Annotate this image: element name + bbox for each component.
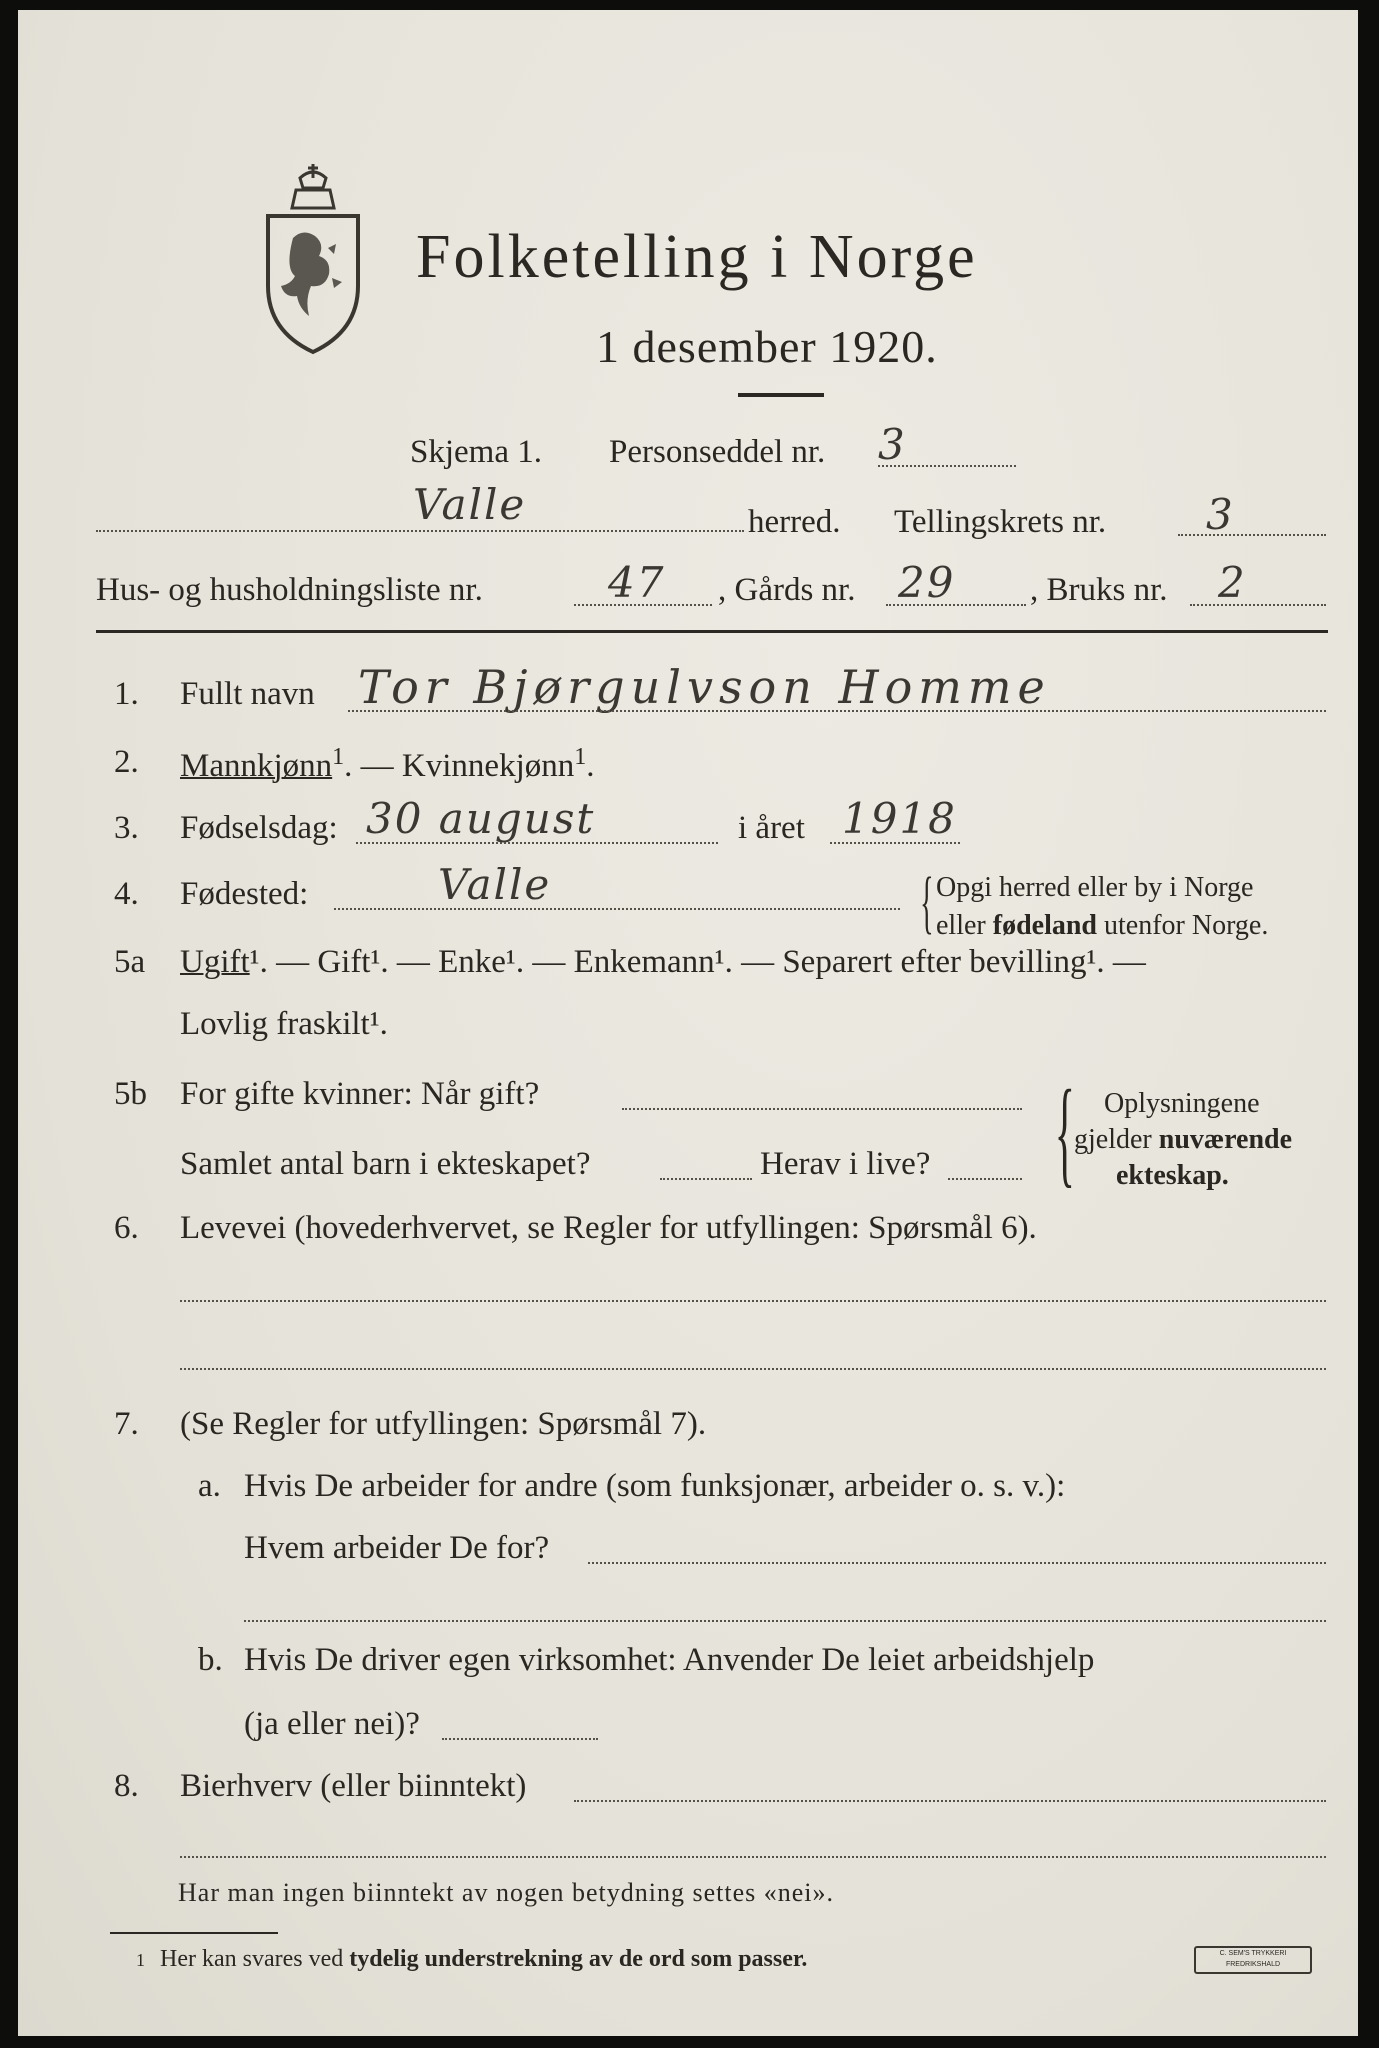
coat-of-arms-icon: [258, 158, 368, 358]
q4-label: Fødested:: [180, 876, 309, 912]
q5b-note-2: gjelder nuværende: [1074, 1124, 1293, 1155]
q7b-answer-line[interactable]: [442, 1738, 598, 1740]
biinntekt-note: Har man ingen biinntekt av nogen betydning settes «nei».: [178, 1878, 835, 1907]
q5b-children-label: Samlet antal barn i ekteskapet?: [180, 1146, 591, 1182]
q7a-text: Hvis De arbeider for andre (som funksjonær, arbeider o. s. v.):: [244, 1468, 1066, 1504]
q6-answer-line-1[interactable]: [180, 1300, 1326, 1302]
option-ugift[interactable]: Ugift: [180, 944, 250, 980]
q5b-line1: For gifte kvinner: Når gift?: [180, 1076, 540, 1112]
form-title: Folketelling i Norge: [416, 223, 978, 291]
q5b-note-3: ekteskap.: [1116, 1160, 1229, 1191]
q7a-answer-line-1[interactable]: [588, 1562, 1326, 1564]
bruks-label: , Bruks nr.: [1030, 572, 1168, 608]
form-date: 1 desember 1920.: [596, 321, 938, 372]
q1-label: Fullt navn: [180, 676, 315, 712]
title-divider: [738, 393, 824, 397]
q5b-number: 5b: [114, 1076, 147, 1112]
skjema-label: Skjema 1.: [410, 434, 542, 470]
q1-number: 1.: [114, 676, 139, 712]
q5b-alive-label: Herav i live?: [760, 1146, 931, 1182]
q5a-options: Ugift¹. — Gift¹. — Enke¹. — Enkemann¹. — Separert efter bevilling¹. —: [180, 944, 1146, 980]
footnote-divider: [110, 1932, 278, 1934]
q7b-text: Hvis De driver egen virksomhet: Anvender De leiet arbeidshjelp: [244, 1642, 1095, 1678]
hus-value[interactable]: 47: [608, 558, 666, 607]
q6-number: 6.: [114, 1210, 139, 1246]
birthday-value[interactable]: 30 august: [366, 794, 596, 843]
q7b-label: b.: [198, 1642, 223, 1678]
birth-year-value[interactable]: 1918: [842, 794, 957, 843]
bruks-value[interactable]: 2: [1218, 558, 1247, 607]
q2-number: 2.: [114, 744, 139, 780]
q8-answer-line-1[interactable]: [574, 1800, 1326, 1802]
herred-label: herred.: [748, 504, 841, 540]
q8-number: 8.: [114, 1768, 139, 1804]
q2-options: Mannkjønn$^1$. — Kvinnekjønn$^1$.: [180, 744, 595, 784]
option-mannkjonn[interactable]: Mannkjønn: [180, 748, 333, 784]
personseddel-value[interactable]: 3: [878, 420, 907, 469]
tellingskrets-label: Tellingskrets nr.: [894, 504, 1107, 540]
q7a-question: Hvem arbeider De for?: [244, 1530, 550, 1566]
full-name-value[interactable]: Tor Bjørgulvson Homme: [358, 660, 1051, 714]
q6-text: Levevei (hovederhvervet, se Regler for utfyllingen: Spørsmål 6).: [180, 1210, 1037, 1246]
q5a-line2: Lovlig fraskilt¹.: [180, 1006, 388, 1042]
hus-label: Hus- og husholdningsliste nr.: [96, 572, 483, 608]
personseddel-label: Personseddel nr.: [609, 434, 826, 470]
q7a-label: a.: [198, 1468, 221, 1504]
q7-text: (Se Regler for utfyllingen: Spørsmål 7).: [180, 1406, 707, 1442]
q5a-number: 5a: [114, 944, 146, 980]
q7-number: 7.: [114, 1406, 139, 1442]
herred-value[interactable]: Valle: [413, 480, 527, 529]
q6-answer-line-2[interactable]: [180, 1368, 1326, 1370]
q4-note-1: Opgi herred eller by i Norge: [936, 872, 1254, 903]
printer-stamp: C. SEM'S TRYKKERI FREDRIKSHALD: [1194, 1946, 1312, 1974]
q4-note-2: eller fødeland utenfor Norge.: [936, 910, 1269, 941]
q8-text: Bierhverv (eller biinntekt): [180, 1768, 527, 1804]
year-label: i året: [738, 810, 805, 846]
gards-value[interactable]: 29: [898, 558, 956, 607]
birthplace-value[interactable]: Valle: [438, 860, 552, 909]
q8-answer-line-2[interactable]: [180, 1856, 1326, 1858]
footnote-text: Her kan svares ved tydelig understrekning av de ord som passer.: [160, 1946, 808, 1972]
q3-number: 3.: [114, 810, 139, 846]
footnote-number: 1: [136, 1950, 145, 1970]
gards-label: , Gårds nr.: [718, 572, 856, 608]
header-divider: [96, 630, 1328, 633]
census-form: [18, 10, 1358, 2036]
q3-label: Fødselsdag:: [180, 810, 338, 846]
q7b-question: (ja eller nei)?: [244, 1706, 420, 1742]
option-kvinnekjonn[interactable]: Kvinnekjønn: [401, 748, 575, 784]
q5b-note-1: Oplysningene: [1104, 1088, 1260, 1119]
brace-q4: {: [920, 864, 934, 941]
tellingskrets-value[interactable]: 3: [1206, 490, 1235, 539]
brace-q5b: {: [1054, 1065, 1075, 1198]
q4-number: 4.: [114, 876, 139, 912]
q7a-answer-line-2[interactable]: [244, 1620, 1326, 1622]
